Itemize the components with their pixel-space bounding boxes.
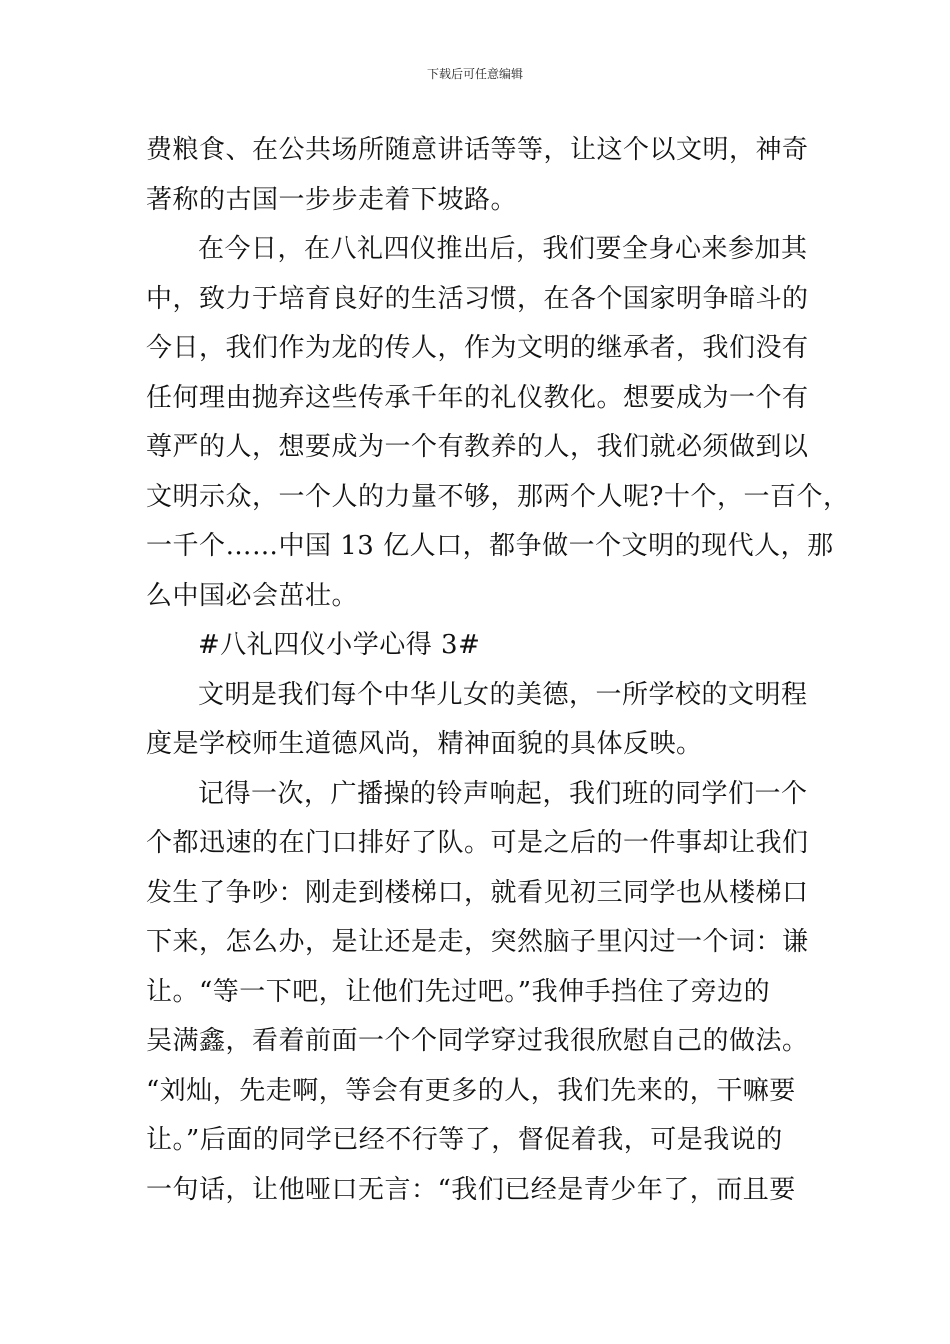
text-line: 中，致力于培育良好的生活习惯，在各个国家明争暗斗的	[146, 283, 809, 314]
text-line: 发生了争吵：刚走到楼梯口，就看见初三同学也从楼梯口	[146, 877, 809, 908]
text-line: 吴满鑫，看着前面一个个同学穿过我很欣慰自己的做法。	[146, 1026, 809, 1056]
document-body	[146, 126, 850, 1215]
text-line: 让。”后面的同学已经不行等了，督促着我，可是我说的	[146, 1125, 783, 1155]
text-line: 一千个……中国 13 亿人口，都争做一个文明的现代人，那	[146, 531, 834, 561]
text-line: 今日，我们作为龙的传人，作为文明的继承者，我们没有	[146, 333, 809, 363]
text-line: 让。“等一下吧，让他们先过吧。”我伸手挡住了旁边的	[146, 976, 771, 1007]
text-line: 任何理由抛弃这些传承千年的礼仪教化。想要成为一个有	[146, 382, 809, 413]
text-line: 度是学校师生道德风尚，精神面貌的具体反映。	[146, 729, 703, 759]
text-line: 文明是我们每个中华儿女的美德，一所学校的文明程	[198, 679, 808, 710]
text-line: 记得一次，广播操的铃声响起，我们班的同学们一个	[198, 778, 808, 809]
text-line: 著称的古国一步步走着下坡路。	[146, 184, 518, 215]
text-line: 在今日，在八礼四仪推出后，我们要全身心来参加其	[198, 234, 808, 264]
text-line: 个都迅速的在门口排好了队。可是之后的一件事却让我们	[146, 828, 809, 858]
text-line: 一句话，让他哑口无言：“我们已经是青少年了，而且要	[146, 1174, 796, 1205]
section-heading: #八礼四仪小学心得 3#	[198, 630, 481, 660]
text-line: 尊严的人，想要成为一个有教养的人，我们就必须做到以	[146, 432, 809, 462]
text-line: 费粮食、在公共场所随意讲话等等，让这个以文明，神奇	[146, 135, 809, 165]
page-header: 下载后可任意编辑	[426, 67, 523, 81]
text-line: 下来，怎么办，是让还是走，突然脑子里闪过一个词：谦	[146, 927, 809, 957]
text-line: 么中国必会茁壮。	[146, 580, 359, 611]
text-line: “刘灿，先走啊，等会有更多的人，我们先来的，干嘛要	[146, 1075, 796, 1106]
text-line: 文明示众，一个人的力量不够，那两个人呢?十个，一百个，	[146, 481, 850, 512]
